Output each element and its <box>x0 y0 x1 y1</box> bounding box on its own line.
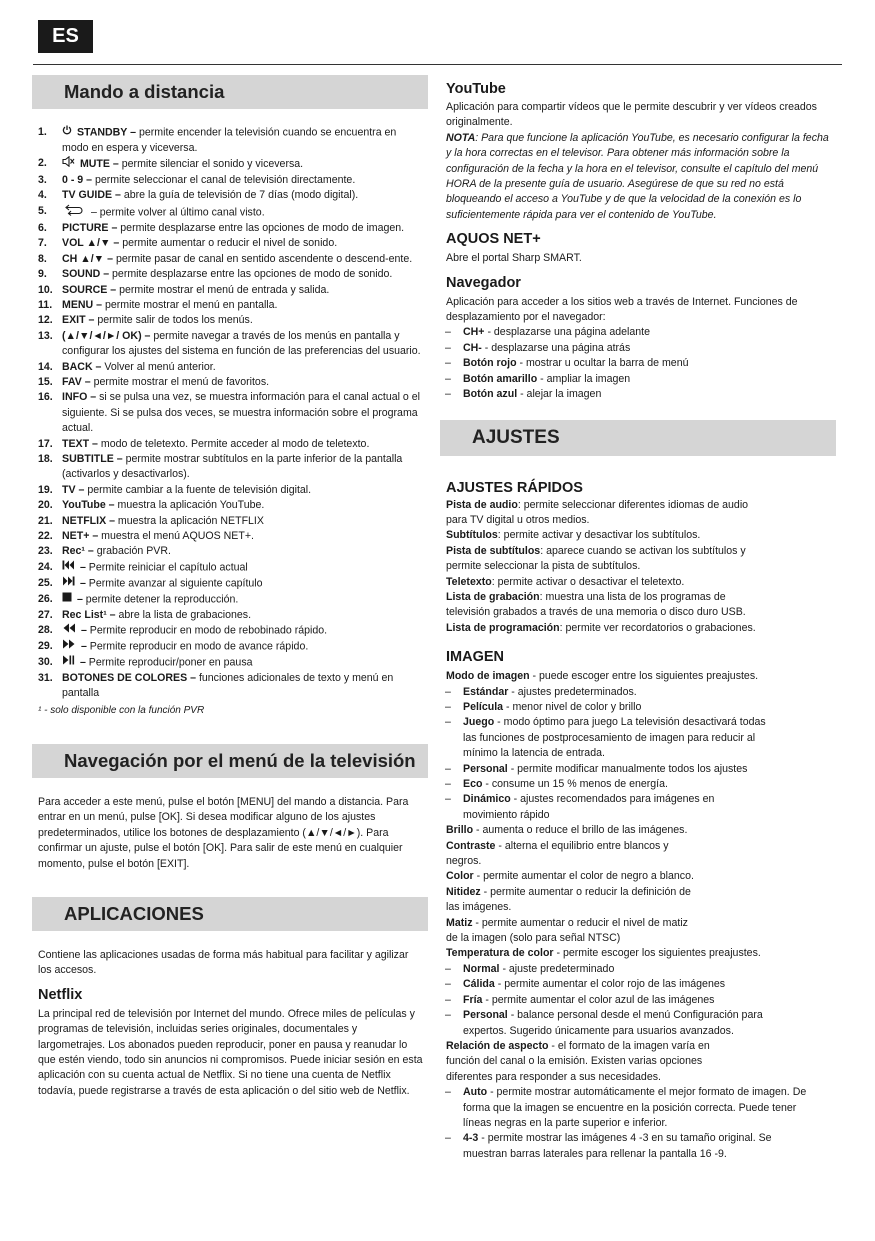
remote-item-label: SOUND – <box>62 268 110 281</box>
picture-property <box>440 839 706 870</box>
picture-properties-list <box>440 823 836 946</box>
rewind-icon <box>62 623 76 638</box>
dash-bullet: – <box>445 341 451 354</box>
remote-item <box>38 329 424 360</box>
aspect-item <box>440 1131 816 1162</box>
remote-item-number: 11. <box>38 298 53 311</box>
color-temp-item-text: - balance personal desde el menú Configuración para expertos. Sugerido únicamente para usuarios avanzados. <box>463 1009 763 1037</box>
picture-property-label: Contraste <box>446 839 496 852</box>
remote-item-label: FAV – <box>62 376 91 388</box>
browser-item-label: Botón azul <box>463 388 518 401</box>
remote-item-label: BOTONES DE COLORES – <box>62 671 197 684</box>
dash-bullet: – <box>445 778 451 790</box>
quick-setting-text: : permite ver recordatorios o grabaciones. <box>559 621 756 634</box>
remote-item-text: permite mostrar el menú de favoritos. <box>90 376 270 388</box>
color-temp-item-label: Personal <box>463 1009 508 1022</box>
browser-item-label: Botón amarillo <box>463 372 538 385</box>
remote-item-label: PICTURE – <box>62 221 118 234</box>
remote-item <box>38 313 424 328</box>
quick-setting <box>440 621 776 636</box>
remote-item-label: – <box>80 624 87 637</box>
browser-function-list <box>440 325 836 402</box>
remote-item <box>38 156 424 172</box>
remote-item-text: permite cambiar a la fuente de televisión digital. <box>84 483 312 496</box>
dash-bullet: – <box>445 962 451 975</box>
remote-item <box>38 236 424 251</box>
remote-item <box>38 544 424 559</box>
mute-icon <box>62 156 75 172</box>
picture-mode-line <box>440 669 836 684</box>
remote-item-label: NET+ – <box>62 530 99 543</box>
remote-item-label: TV GUIDE – <box>62 189 121 202</box>
remote-item-number: 8. <box>38 252 47 265</box>
remote-item-number: 23. <box>38 545 53 558</box>
netflix-text: La principal red de televisión por Internet del mundo. Ofrece miles de películas y programas de televisión, incluidas series originales, documentales y largometrajes. Los abonados pueden reproducir, poner en pausa y reanudar lo que estén viendo, todo sin anuncios ni compromisos. Puede iniciar sesión en esta aplicación con su cuenta actual de Netflix. Si no tiene una cuenta de Netflix todavía, puede registrarse a través de esta aplicación o del sitio web de Netflix. <box>38 1007 423 1097</box>
left-column <box>32 75 428 1099</box>
picture-property-text: - alterna el equilibrio entre blancos y negros. <box>446 839 669 868</box>
remote-item-label: NETFLIX – <box>62 514 115 527</box>
remote-item-text: permite navegar a través de los menús en pantalla y configurar los ajustes del sistema en función de las preferencias del usuario. <box>62 329 421 358</box>
remote-item <box>38 375 424 390</box>
remote-item-label: – <box>76 593 83 606</box>
remote-item-label: Rec¹ – <box>62 545 94 558</box>
aspect-item-label: Auto <box>463 1086 488 1099</box>
picture-property <box>440 869 706 884</box>
remote-item-label: VOL ▲/▼ – <box>62 237 120 250</box>
remote-item-label: MENU – <box>62 298 103 311</box>
dash-bullet: – <box>445 685 451 698</box>
picture-property-text: - permite aumentar el color de negro a blanco. <box>473 870 694 883</box>
youtube-text: Aplicación para compartir vídeos que le permite descubrir y ver vídeos creados originalmente. <box>446 101 817 129</box>
remote-item-text: permite pasar de canal en sentido ascendente o descend-ente. <box>113 252 413 265</box>
picture-property <box>440 885 706 916</box>
browser-heading: Navegador <box>446 274 521 291</box>
color-temp-item-text: - permite aumentar el color azul de las imágenes <box>482 993 715 1006</box>
picture-mode-item-label: Juego <box>463 716 495 729</box>
remote-item-label: – <box>79 561 86 574</box>
remote-item-text: permite salir de todos los menús. <box>94 314 253 327</box>
dash-bullet: – <box>445 993 451 1006</box>
picture-mode-item <box>440 685 766 700</box>
dash-bullet: – <box>445 326 451 339</box>
remote-item <box>38 623 424 639</box>
quick-setting <box>440 528 776 543</box>
picture-property <box>440 823 706 838</box>
picture-mode-item <box>440 777 766 792</box>
apps-intro-text: Contiene las aplicaciones usadas de forma más habitual para facilitar y agilizar los accesos. <box>38 948 409 977</box>
picture-mode-item-text: - permite modificar manualmente todos los ajustes <box>507 762 748 775</box>
remote-item-text: Permite avanzar al siguiente capítulo <box>85 577 263 590</box>
picture-property-label: Color <box>446 870 474 883</box>
remote-item <box>38 125 424 156</box>
remote-item-text: permite desplazarse entre las opciones de modo de sonido. <box>109 268 393 281</box>
remote-item <box>38 204 424 221</box>
picture-mode-item-label: Estándar <box>463 685 509 698</box>
color-temp-item-label: Cálida <box>463 978 495 991</box>
apps-section-header <box>32 897 428 931</box>
browser-item-text: - alejar la imagen <box>517 388 602 401</box>
remote-item-number: 14. <box>38 360 53 373</box>
dash-bullet: – <box>445 1086 451 1099</box>
remote-item-label: YouTube – <box>62 499 115 512</box>
remote-item-text: muestra el menú AQUOS NET+. <box>98 530 254 543</box>
menu-section-title: Navegación por el menú de la televisión <box>64 749 416 771</box>
quick-setting-text: : permite seleccionar diferentes idiomas de audio para TV digital u otros medios. <box>446 498 749 526</box>
browser-item-label: CH+ <box>463 326 485 339</box>
remote-item <box>38 298 424 313</box>
aspect-text: - el formato de la imagen varía en función del canal o la emisión. Existen varias opciones diferentes para responder a sus necesidades. <box>446 1039 710 1083</box>
browser-item <box>440 372 836 387</box>
picture-mode-item <box>440 762 766 777</box>
remote-item-text: modo de teletexto. Permite acceder al modo de teletexto. <box>97 437 370 450</box>
remote-item-label: MUTE – <box>79 158 119 171</box>
remote-item-label: BACK – <box>62 360 102 373</box>
remote-item-text: grabación PVR. <box>93 545 171 558</box>
picture-property-label: Brillo <box>446 824 474 837</box>
remote-item-text: permite mostrar subtítulos en la parte inferior de la pantalla (activarlos y desactivarlos). <box>62 453 403 481</box>
remote-item-label: INFO – <box>62 391 97 404</box>
quick-setting-text: : muestra una lista de los programas de televisión grabados a través de una memoria o disco duro USB. <box>446 590 746 619</box>
remote-item-number: 20. <box>38 499 53 512</box>
menu-navigation-text: Para acceder a este menú, pulse el botón [MENU] del mando a distancia. Para entrar en un menú, pulse [OK]. Si desea modificar alguno de los ajustes predeterminados, utilice los botones de desplazamiento (▲/▼/◄/►). Para confirmar un ajuste, pulse el botón [OK]. Para salir de este menú en cualquier momento, pulse el botón [EXIT]. <box>38 795 409 870</box>
picture-mode-item-text: - ajustes recomendados para imágenes en movimiento rápido <box>463 793 715 821</box>
color-temp-item-label: Normal <box>463 962 500 975</box>
remote-item-text: permite detener la reproducción. <box>82 593 239 606</box>
color-temp-item-text: - ajuste predeterminado <box>499 962 615 975</box>
fast-forward-icon <box>62 639 76 654</box>
aspect-item-text: - permite mostrar las imágenes 4 -3 en su tamaño original. Se muestran barras laterales para rellenar la pantalla 16 -9. <box>463 1132 772 1160</box>
quick-setting-text: : aparece cuando se activan los subtítulos y permite seleccionar la pista de subtítulos. <box>446 544 746 573</box>
dash-bullet: – <box>445 1132 451 1145</box>
remote-item-text: abre la lista de grabaciones. <box>115 608 252 621</box>
remote-item <box>38 560 424 576</box>
browser-item-text: - ampliar la imagen <box>537 372 631 385</box>
aspect-item <box>440 1085 816 1131</box>
settings-section-title: AJUSTES <box>472 426 560 448</box>
remote-item <box>38 452 424 483</box>
quick-setting-text: : permite activar o desactivar el teletexto. <box>491 575 685 588</box>
remote-item <box>38 283 424 298</box>
aspect-line <box>440 1039 836 1085</box>
remote-item-number: 5. <box>38 204 47 217</box>
browser-item-label: CH- <box>463 341 482 354</box>
color-temp-item-text: - permite aumentar el color rojo de las imágenes <box>494 978 726 991</box>
remote-item-label: (▲/▼/◄/►/ OK) – <box>62 329 151 342</box>
remote-item <box>38 655 424 671</box>
remote-item-text: permite aumentar o reducir el nivel de sonido. <box>119 237 338 250</box>
remote-item-label: STANDBY – <box>76 126 137 139</box>
picture-mode-item <box>440 792 766 823</box>
remote-item-label: EXIT – <box>62 314 95 327</box>
remote-item-number: 24. <box>38 560 53 573</box>
remote-item <box>38 252 424 267</box>
color-temp-item <box>440 993 806 1008</box>
remote-item <box>38 360 424 375</box>
dash-bullet: – <box>445 978 451 991</box>
picture-mode-label: Modo de imagen <box>446 670 530 683</box>
aspect-list <box>440 1085 836 1162</box>
picture-mode-item-label: Personal <box>463 762 508 775</box>
remote-item-text: muestra la aplicación NETFLIX <box>114 514 264 527</box>
remote-item-label: SOURCE – <box>62 283 117 296</box>
color-temp-list <box>440 962 836 1039</box>
picture-mode-item-label: Dinámico <box>463 793 511 806</box>
aquos-text: Abre el portal Sharp SMART. <box>446 252 582 265</box>
browser-item-text: - mostrar u ocultar la barra de menú <box>516 357 689 370</box>
color-temp-item <box>440 977 806 992</box>
remote-item-label: – <box>79 577 86 590</box>
remote-item-text: – permite volver al último canal visto. <box>88 206 265 219</box>
browser-text: Aplicación para acceder a los sitios web a través de Internet. Funciones de desplazamiento por el navegador: <box>446 295 798 324</box>
remote-item <box>38 390 424 436</box>
remote-item-text: Volver al menú anterior. <box>101 360 216 373</box>
quick-setting-label: Lista de grabación <box>446 590 540 603</box>
dash-bullet: – <box>445 716 451 729</box>
quick-setting-label: Subtítulos <box>446 529 498 542</box>
remote-item-text: Permite reproducir en modo de avance rápido. <box>86 640 309 653</box>
quick-setting-label: Lista de programación <box>446 621 560 634</box>
apps-section-title: APLICACIONES <box>64 902 204 924</box>
picture-mode-item-text: - modo óptimo para juego La televisión desactivará todas las funciones de postprocesamiento de imagen para reducir al mínimo la latencia de entrada. <box>463 716 766 760</box>
remote-item <box>38 437 424 452</box>
browser-item-label: Botón rojo <box>463 357 517 370</box>
aquos-heading: AQUOS NET+ <box>446 231 541 248</box>
netflix-heading: Netflix <box>38 986 83 1003</box>
browser-item <box>440 356 836 371</box>
quick-setting-label: Teletexto <box>446 575 492 588</box>
settings-section-header <box>440 420 836 456</box>
quick-setting <box>440 575 776 590</box>
remote-item-text: Permite reiniciar el capítulo actual <box>85 561 248 574</box>
color-temp-label: Temperatura de color <box>446 947 554 960</box>
remote-item <box>38 592 424 608</box>
remote-item-label: TV – <box>62 483 85 496</box>
quick-settings-heading: AJUSTES RÁPIDOS <box>446 479 583 496</box>
color-temp-line <box>440 946 836 961</box>
remote-item-number: 26. <box>38 592 53 605</box>
picture-mode-item-label: Película <box>463 700 504 713</box>
remote-item <box>38 221 424 236</box>
remote-item <box>38 608 424 623</box>
remote-item-text: permite desplazarse entre las opciones de modo de imagen. <box>117 221 405 234</box>
remote-item-number: 1. <box>38 126 47 138</box>
remote-item-text: permite mostrar el menú en pantalla. <box>102 298 278 311</box>
remote-item-number: 12. <box>38 314 53 327</box>
remote-item-number: 2. <box>38 157 47 170</box>
remote-item-text: Permite reproducir en modo de rebobinado rápido. <box>86 624 328 637</box>
remote-item-text: permite silenciar el sonido y viceversa. <box>118 158 304 171</box>
picture-property-text: - permite aumentar o reducir el nivel de matiz de la imagen (solo para señal NTSC) <box>446 916 688 945</box>
youtube-heading: YouTube <box>446 81 506 97</box>
power-icon <box>62 125 72 140</box>
remote-item-number: 13. <box>38 329 53 342</box>
dash-bullet: – <box>445 700 451 713</box>
remote-item <box>38 267 424 282</box>
browser-item-text: - desplazarse una página adelante <box>484 326 651 339</box>
dash-bullet: – <box>445 388 451 401</box>
remote-item-number: 31. <box>38 671 53 684</box>
remote-item-label: CH ▲/▼ – <box>62 252 113 265</box>
remote-item <box>38 529 424 544</box>
menu-section-header <box>32 744 428 778</box>
remote-item-number: 29. <box>38 639 53 652</box>
remote-item-text: funciones adicionales de texto y menú en pantalla <box>62 671 394 700</box>
remote-item-text: si se pulsa una vez, se muestra información para el canal actual o el siguiente. Si se pulsa dos veces, se muestra información sobre el programa actual. <box>62 391 421 435</box>
remote-item-number: 28. <box>38 624 53 636</box>
remote-item-number: 4. <box>38 189 47 202</box>
remote-item <box>38 671 424 702</box>
color-temp-item <box>440 1008 806 1039</box>
quick-setting-text: : permite activar y desactivar los subtítulos. <box>497 529 701 542</box>
remote-item-number: 6. <box>38 221 47 234</box>
remote-item-text: permite encender la televisión cuando se encuentra en modo en espera y viceversa. <box>62 126 397 154</box>
remote-button-list <box>32 125 428 702</box>
dash-bullet: – <box>445 372 451 385</box>
picture-property-text: - permite aumentar o reducir la definición de las imágenes. <box>446 885 691 914</box>
picture-mode-list <box>440 685 836 824</box>
aspect-label: Relación de aspecto <box>446 1039 549 1052</box>
remote-item-number: 16. <box>38 391 53 404</box>
color-temp-text: - permite escoger los siguientes preajustes. <box>553 947 761 960</box>
remote-item <box>38 498 424 513</box>
remote-item-label: Rec List¹ – <box>62 608 116 621</box>
remote-item-number: 15. <box>38 376 53 388</box>
picture-mode-item <box>440 700 766 715</box>
picture-property-label: Matiz <box>446 916 473 929</box>
return-icon <box>62 204 86 221</box>
remote-item-number: 19. <box>38 483 53 496</box>
youtube-note-label: NOTA <box>446 131 476 144</box>
remote-item-number: 25. <box>38 576 53 589</box>
quick-settings-list <box>440 498 836 637</box>
picture-property-text: - aumenta o reduce el brillo de las imágenes. <box>473 824 688 837</box>
remote-item-number: 22. <box>38 530 53 543</box>
color-temp-item <box>440 962 806 977</box>
remote-item-text: muestra la aplicación YouTube. <box>114 499 265 512</box>
right-column <box>440 75 836 1162</box>
remote-item-number: 30. <box>38 655 53 668</box>
play-pause-icon <box>62 655 75 670</box>
remote-item-number: 10. <box>38 283 53 296</box>
picture-mode-item-text: - menor nivel de color y brillo <box>503 700 642 713</box>
picture-property-label: Nitidez <box>446 885 481 898</box>
browser-item <box>440 341 836 356</box>
remote-item-label: – <box>79 656 86 669</box>
remote-item-label: – <box>80 640 87 653</box>
next-chapter-icon <box>62 576 75 591</box>
remote-item <box>38 483 424 498</box>
quick-setting-label: Pista de subtítulos <box>446 544 541 557</box>
dash-bullet: – <box>445 357 451 370</box>
remote-item-label: TEXT – <box>62 437 98 450</box>
remote-item-number: 18. <box>38 453 53 466</box>
picture-mode-item-text: - ajustes predeterminados. <box>508 685 637 698</box>
picture-mode-item-text: - consume un 15 % menos de energía. <box>482 778 668 790</box>
quick-setting-label: Pista de audio <box>446 498 518 511</box>
remote-item-number: 27. <box>38 608 53 621</box>
quick-setting <box>440 544 776 575</box>
prev-chapter-icon <box>62 560 75 575</box>
youtube-note-text: : Para que funcione la aplicación YouTube, es necesario configurar la fecha y la hora correctas en el televisor. Para obtener más información sobre la configuración de la fecha y la hora en el televisor, consulte el capítulo del menú HORA de la presente guía de usuario. Asegúrese de que su red no está bloqueando el acceso a YouTube y de que la velocidad de la conexión es lo suficientemente rápida para ver el contenido de YouTube. <box>446 131 829 221</box>
picture-property <box>440 916 706 947</box>
picture-heading: IMAGEN <box>446 649 504 666</box>
remote-item-text: permite mostrar el menú de entrada y salida. <box>116 283 330 296</box>
remote-item-number: 9. <box>38 268 47 281</box>
remote-section-header <box>32 75 428 109</box>
color-temp-item-label: Fría <box>463 993 483 1006</box>
remote-item-text: abre la guía de televisión de 7 días (modo digital). <box>120 189 359 202</box>
youtube-note <box>440 131 836 223</box>
browser-item <box>440 387 836 402</box>
picture-mode-text: - puede escoger entre los siguientes preajustes. <box>529 670 759 683</box>
remote-item-number: 7. <box>38 237 47 250</box>
dash-bullet: – <box>445 1009 451 1022</box>
header-rule <box>33 64 842 65</box>
aspect-item-label: 4-3 <box>463 1132 479 1145</box>
remote-item <box>38 173 424 188</box>
browser-item-text: - desplazarse una página atrás <box>481 341 631 354</box>
aspect-item-text: - permite mostrar automáticamente el mejor formato de imagen. De forma que la imagen se encuentre en la posición correcta. Puede tener líneas negras en la parte superior e inferior. <box>463 1086 807 1129</box>
remote-item-label: SUBTITLE – <box>62 453 123 466</box>
pvr-footnote: ¹ - solo disponible con la función PVR <box>38 704 205 716</box>
remote-item <box>38 188 424 203</box>
remote-item <box>38 639 424 655</box>
quick-setting <box>440 498 776 529</box>
language-badge: ES <box>38 20 93 53</box>
picture-mode-item-label: Eco <box>463 778 483 790</box>
remote-item <box>38 514 424 529</box>
remote-section-title: Mando a distancia <box>64 81 225 102</box>
quick-setting <box>440 590 776 621</box>
remote-item-number: 21. <box>38 514 53 527</box>
remote-item-label: 0 - 9 – <box>62 173 93 186</box>
stop-icon <box>62 592 72 607</box>
remote-item-text: Permite reproducir/poner en pausa <box>85 656 253 669</box>
dash-bullet: – <box>445 793 451 806</box>
remote-item-number: 17. <box>38 437 53 450</box>
remote-item <box>38 576 424 592</box>
browser-item <box>440 325 836 340</box>
picture-mode-item <box>440 715 766 761</box>
remote-item-text: permite seleccionar el canal de televisión directamente. <box>92 173 356 186</box>
remote-item-number: 3. <box>38 173 47 186</box>
dash-bullet: – <box>445 762 451 775</box>
